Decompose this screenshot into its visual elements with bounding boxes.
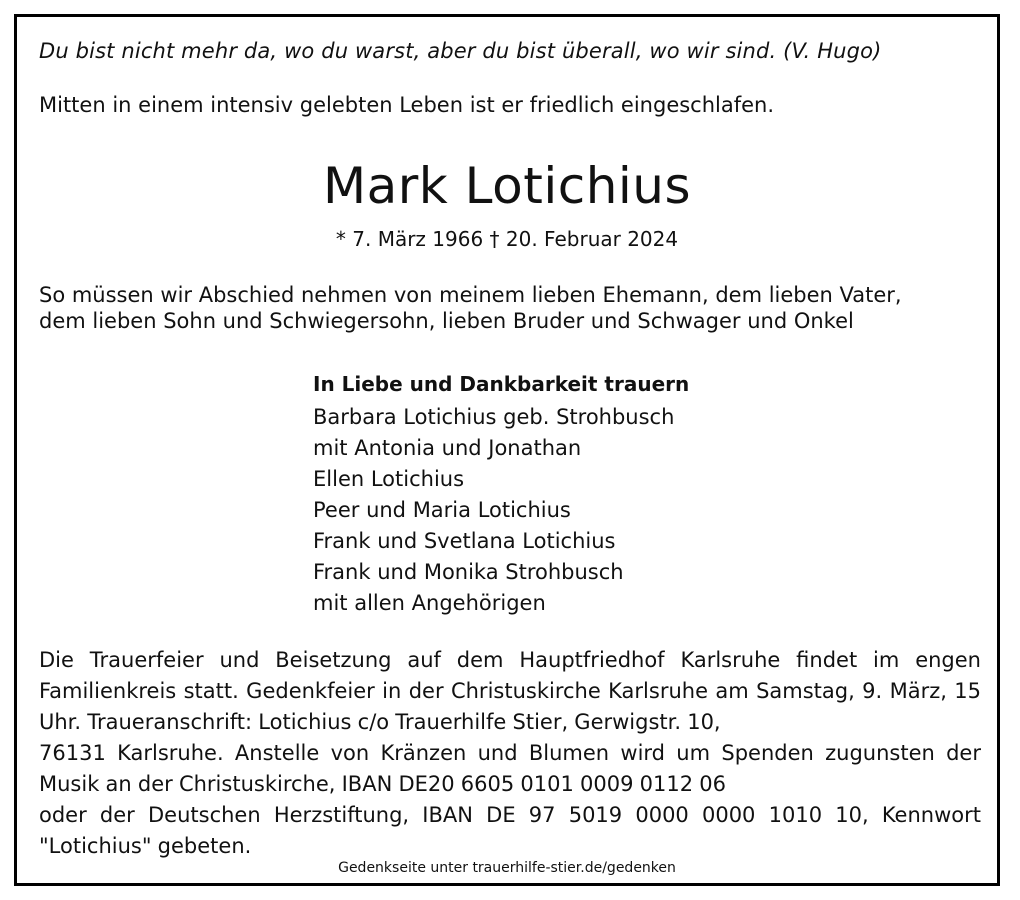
deceased-name: Mark Lotichius xyxy=(322,157,692,215)
memorial-page-link[interactable]: Gedenkseite unter trauerhilfe-stier.de/gedenken xyxy=(338,860,676,876)
farewell-line: So müssen wir Abschied nehmen von meinem lieben Ehemann, dem lieben Vater, xyxy=(39,283,902,307)
mourner-name: mit Antonia und Jonathan xyxy=(313,436,582,460)
mourner-name: Frank und Svetlana Lotichius xyxy=(313,529,616,553)
notice-paragraph: 76131 Karlsruhe. Anstelle von Kränzen und Blumen wird um Spenden zugunsten der Musik an der Christuskirche, IBAN DE20 6605 0101 0009 0112 06 xyxy=(39,741,981,796)
intro-text: Mitten in einem intensiv gelebten Leben ist er friedlich eingeschlafen. xyxy=(39,93,775,117)
farewell-line: dem lieben Sohn und Schwiegersohn, lieben Bruder und Schwager und Onkel xyxy=(39,309,854,333)
mourner-name: mit allen Angehörigen xyxy=(313,591,546,615)
quote: Du bist nicht mehr da, wo du warst, aber du bist überall, wo wir sind. (V. Hugo) xyxy=(39,39,882,63)
obituary-notice xyxy=(14,14,1000,886)
funeral-notice xyxy=(39,645,981,862)
mourners-heading: In Liebe und Dankbarkeit trauern xyxy=(313,372,690,396)
farewell-text xyxy=(39,282,984,334)
notice-paragraph: Die Trauerfeier und Beisetzung auf dem Hauptfriedhof Karlsruhe findet im engen Familienkreis statt. Gedenkfeier in der Christuskirche Karlsruhe am Samstag, 9. März, 15 Uhr. Traueranschrift: Lotichius c/o Trauerhilfe Stier, Gerwigstr. 10, xyxy=(39,648,981,734)
notice-paragraph: oder der Deutschen Herzstiftung, IBAN DE 97 5019 0000 0000 1010 10, Kennwort "Lotichius" gebeten. xyxy=(39,803,981,858)
mourner-name: Frank und Monika Strohbusch xyxy=(313,560,624,584)
mourner-name: Barbara Lotichius geb. Strohbusch xyxy=(313,405,675,429)
mourner-name: Ellen Lotichius xyxy=(313,467,465,491)
mourner-name: Peer und Maria Lotichius xyxy=(313,498,571,522)
mourners-list xyxy=(313,369,689,619)
life-dates: * 7. März 1966 † 20. Februar 2024 xyxy=(335,227,679,251)
